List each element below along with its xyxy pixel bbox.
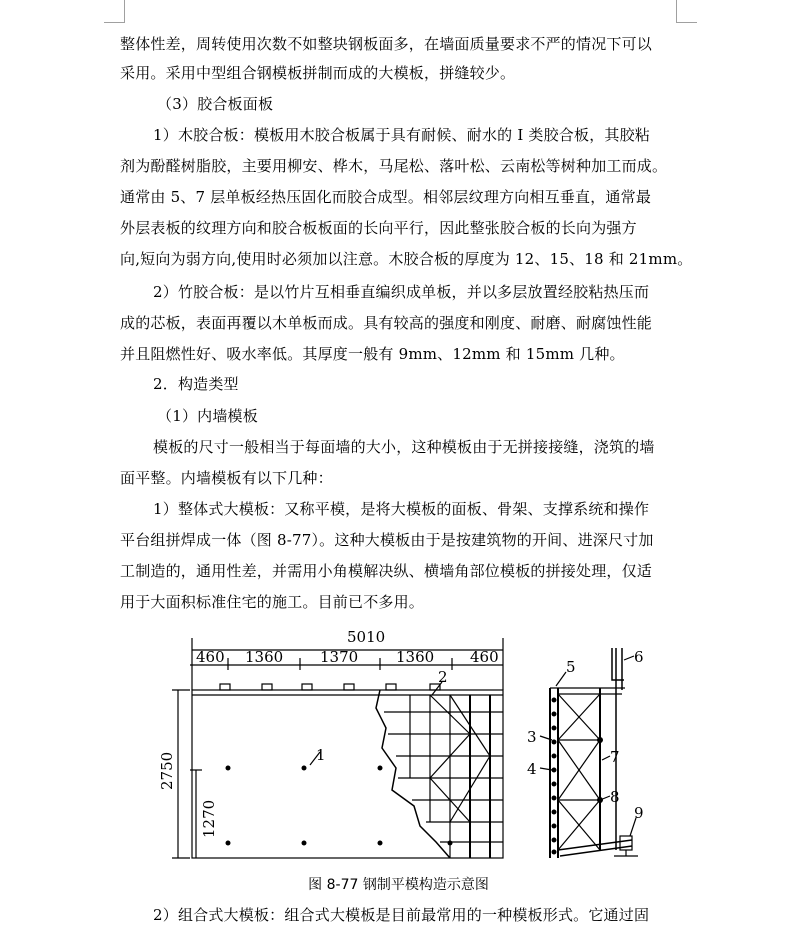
- text-line: 模板的尺寸一般相当于每面墙的大小，这种模板由于无拼接接缝，浇筑的墙: [153, 438, 655, 456]
- text-line: 向,短向为弱方向,使用时必须加以注意。木胶合板的厚度为 12、15、18 和 21mm。: [120, 250, 693, 268]
- text-line: 面平整。内墙模板有以下几种：: [120, 469, 333, 487]
- callout-label: 6: [634, 648, 644, 666]
- dim-segment-label: 1360: [396, 648, 435, 666]
- text-line: 1）木胶合板：模板用木胶合板属于具有耐候、耐水的 I 类胶合板，其胶粘: [153, 126, 651, 144]
- callout-label: 3: [527, 728, 537, 746]
- text-line: 采用。采用中型组合钢模板拼制而成的大模板，拼缝较少。: [120, 64, 516, 82]
- text-line: 通常由 5、7 层单板经热压固化而胶合成型。相邻层纹理方向相互垂直，通常最: [120, 188, 652, 206]
- dim-segment-label: 1370: [320, 648, 359, 666]
- dim-total-label: 5010: [347, 628, 386, 646]
- text-line: 工制造的，通用性差，并需用小角模解决纵、横墙角部位模板的拼接处理，仅适: [120, 562, 653, 580]
- section-heading: （1）内墙模板: [157, 407, 258, 425]
- callout-label: 1: [316, 746, 326, 764]
- section-heading: （3）胶合板面板: [157, 95, 274, 113]
- text-line: 用于大面积标准住宅的施工。目前已不多用。: [120, 593, 425, 611]
- text-line: 2）组合式大模板：组合式大模板是目前最常用的一种模板形式。它通过固: [153, 906, 650, 924]
- text-line: 成的芯板，表面再覆以木单板而成。具有较高的强度和刚度、耐磨、耐腐蚀性能: [120, 314, 653, 332]
- text-line: 1）整体式大模板：又称平模，是将大模板的面板、骨架、支撑系统和操作: [153, 500, 650, 518]
- text-line: 剂为酚醛树脂胶，主要用柳安、桦木，马尾松、落叶松、云南松等树种加工而成。: [120, 157, 668, 175]
- dim-segment-label: 460: [196, 648, 225, 666]
- dim-height-label: 2750: [158, 751, 176, 790]
- text-line: 并且阻燃性好、吸水率低。其厚度一般有 9mm、12mm 和 15mm 几种。: [120, 345, 625, 363]
- text-line: 2）竹胶合板：是以竹片互相垂直编织成单板，并以多层放置经胶粘热压而: [153, 283, 650, 301]
- dim-segment-label: 1360: [245, 648, 284, 666]
- dim-lower-label: 1270: [200, 799, 218, 838]
- callout-label: 4: [527, 760, 537, 778]
- figure-caption: 图 8-77 钢制平模构造示意图: [308, 877, 489, 893]
- text-line: 外层表板的纹理方向和胶合板板面的长向平行，因此整张胶合板的长向为强方: [120, 219, 637, 237]
- callout-label: 7: [610, 748, 620, 766]
- callout-label: 8: [610, 788, 620, 806]
- section-heading: 2．构造类型: [153, 375, 239, 393]
- text-line: 整体性差，周转使用次数不如整块钢板面多，在墙面质量要求不严的情况下可以: [120, 35, 653, 53]
- dim-segment-label: 460: [470, 648, 499, 666]
- callout-label: 2: [438, 668, 448, 686]
- callout-label: 9: [634, 804, 644, 822]
- text-line: 平台组拼焊成一体（图 8-77）。这种大模板由于是按建筑物的开间、进深尺寸加: [120, 531, 654, 549]
- callout-label: 5: [566, 658, 576, 676]
